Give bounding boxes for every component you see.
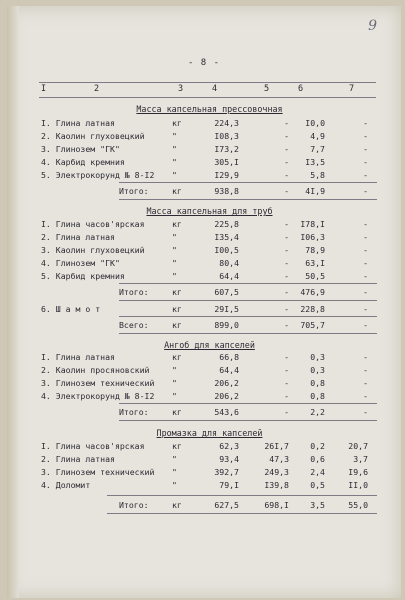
handwritten-page-number: 9 [368,18,377,34]
row-value-4: I29,9 [214,170,239,180]
row-value-7: - [363,144,368,154]
row-value-5: - [284,378,289,388]
column-header-row [39,82,376,98]
row-value-7: - [363,391,368,401]
column-header-7: 7 [349,84,355,94]
total-unit: кг [172,500,182,510]
total-label: Итого: [119,500,149,510]
row-name: 3. Каолин глуховецкий [41,245,145,255]
total-value-5: - [284,407,289,417]
section-title: Масса капсельная для труб [146,206,273,216]
row-unit: " [172,365,177,375]
page-number: - 8 - [187,58,221,68]
total-label: Итого: [119,186,149,196]
row-value-6: I06,3 [300,232,325,242]
row-value-5: - [284,365,289,375]
row-unit: " [172,391,177,401]
row-name: 2. Каолин просяновский [41,365,150,375]
total-rule [119,420,377,421]
row-value-7: - [363,170,368,180]
row-value-7: 20,7 [348,441,368,451]
total-value-4: 543,6 [214,407,239,417]
total-rule [119,182,377,183]
row-value-6: 63,I [305,258,325,268]
total-rule [119,403,377,404]
row-unit: кг [172,118,182,128]
row-value-6: 0,8 [310,391,325,401]
row-value-6: 78,9 [305,245,325,255]
row-unit: " [172,378,177,388]
total-value-6: 3,5 [310,500,325,510]
total-rule [119,283,377,284]
row-value-7: - [363,232,368,242]
row-value-4: I73,2 [214,144,239,154]
row-value-5: - [284,144,289,154]
row-value-4: 225,8 [214,219,239,229]
row-value-5: - [284,352,289,362]
row-value-4: 64,4 [219,365,239,375]
total-rule [107,513,377,514]
column-header-6: 6 [298,84,304,94]
row-value-4: 80,4 [219,258,239,268]
total-label: Итого: [119,287,149,297]
document-page [7,6,401,598]
shamot-row-unit: кг [172,304,182,314]
row-value-6: 2,4 [310,467,325,477]
row-unit: " [172,144,177,154]
row-value-6: 0,8 [310,378,325,388]
row-value-4: 62,3 [219,441,239,451]
page-binding-edge [7,6,19,598]
row-unit: " [172,258,177,268]
total-value-4: 607,5 [214,287,239,297]
row-name: 2. Каолин глуховецкий [41,131,145,141]
total-label: Итого: [119,407,149,417]
row-value-4: 79,I [219,480,239,490]
column-header-2: 2 [94,84,100,94]
row-value-6: 0,3 [310,352,325,362]
column-header-4: 4 [212,84,218,94]
shamot-value-4: 29I,5 [214,304,239,314]
row-value-6: 0,2 [310,441,325,451]
grand-total-value-5: - [284,320,289,330]
row-value-5: - [284,245,289,255]
row-value-5: - [284,232,289,242]
row-unit: " [172,170,177,180]
row-value-7: - [363,352,368,362]
row-name: 4. Карбид кремния [41,157,125,167]
row-value-6: I78,I [300,219,325,229]
column-header-5: 5 [264,84,270,94]
row-value-7: I9,6 [348,467,368,477]
row-value-7: - [363,245,368,255]
row-value-7: - [363,258,368,268]
row-value-6: 7,7 [310,144,325,154]
shamot-row-name: 6. Ш а м о т [41,304,101,314]
row-unit: " [172,245,177,255]
row-value-6: 0,6 [310,454,325,464]
row-value-7: - [363,365,368,375]
total-value-4: 627,5 [214,500,239,510]
column-header-3: 3 [178,84,184,94]
row-value-4: 305,I [214,157,239,167]
row-name: I. Глина латная [41,352,115,362]
row-name: 3. Глинозем технический [41,378,155,388]
row-unit: " [172,480,177,490]
row-name: 2. Глина латная [41,454,115,464]
total-rule [119,199,377,200]
row-value-4: 224,3 [214,118,239,128]
row-unit: кг [172,219,182,229]
row-value-4: 93,4 [219,454,239,464]
total-value-5: 698,I [264,500,289,510]
row-value-6: I3,5 [305,157,325,167]
row-value-7: - [363,157,368,167]
row-value-4: 64,4 [219,271,239,281]
row-value-7: 3,7 [353,454,368,464]
row-name: 4. Глинозем "ГК" [41,258,120,268]
row-value-4: 206,2 [214,391,239,401]
row-value-5: 47,3 [269,454,289,464]
row-value-4: 206,2 [214,378,239,388]
shamot-value-7: - [363,304,368,314]
row-value-4: I35,4 [214,232,239,242]
total-value-6: 4I,9 [305,186,325,196]
row-value-5: - [284,170,289,180]
shamot-value-5: - [284,304,289,314]
row-value-4: I00,5 [214,245,239,255]
total-value-7: - [363,407,368,417]
row-value-6: 50,5 [305,271,325,281]
row-name: 3. Глинозем технический [41,467,155,477]
row-unit: " [172,232,177,242]
shamot-value-6: 228,8 [300,304,325,314]
row-name: 5. Карбид кремния [41,271,125,281]
row-value-5: I39,8 [264,480,289,490]
row-value-5: - [284,131,289,141]
total-unit: кг [172,287,182,297]
row-value-5: - [284,391,289,401]
row-unit: " [172,467,177,477]
grand-total-value-6: 705,7 [300,320,325,330]
row-value-7: - [363,131,368,141]
grand-total-label: Всего: [119,320,149,330]
row-value-5: - [284,258,289,268]
total-value-4: 938,8 [214,186,239,196]
row-name: 3. Глинозем "ГК" [41,144,120,154]
column-header-1: I [41,84,47,94]
row-value-7: - [363,118,368,128]
grand-total-rule [119,316,377,317]
row-value-5: - [284,219,289,229]
row-value-7: - [363,378,368,388]
grand-total-unit: кг [172,320,182,330]
total-unit: кг [172,407,182,417]
row-name: 4. Электрокорунд № 8-I2 [41,391,155,401]
row-value-5: - [284,157,289,167]
row-name: 5. Электрокорунд № 8-I2 [41,170,155,180]
row-name: 2. Глина латная [41,232,115,242]
total-value-5: - [284,287,289,297]
section-title: Ангоб для капселей [164,340,255,350]
row-value-5: 249,3 [264,467,289,477]
row-value-5: - [284,271,289,281]
total-value-6: 2,2 [310,407,325,417]
row-name: I. Глина часов'ярская [41,219,145,229]
section-title: Промазка для капселей [156,428,263,438]
row-unit: " [172,131,177,141]
row-value-6: 5,8 [310,170,325,180]
row-value-5: - [284,118,289,128]
grand-total-value-4: 899,0 [214,320,239,330]
total-value-7: 55,0 [348,500,368,510]
row-value-7: - [363,271,368,281]
row-name: 4. Доломит [41,480,91,490]
row-value-6: 0,3 [310,365,325,375]
row-unit: " [172,271,177,281]
row-value-4: I08,3 [214,131,239,141]
grand-total-value-7: - [363,320,368,330]
row-name: I. Глина часов'ярская [41,441,145,451]
total-unit: кг [172,186,182,196]
section-title: Масса капсельная прессовочная [136,104,283,114]
row-unit: " [172,157,177,167]
row-value-5: 26I,7 [264,441,289,451]
total-value-6: 476,9 [300,287,325,297]
total-value-7: - [363,186,368,196]
total-rule [119,300,377,301]
total-value-5: - [284,186,289,196]
total-value-7: - [363,287,368,297]
row-value-4: 392,7 [214,467,239,477]
total-rule [107,495,377,496]
row-value-7: II,0 [348,480,368,490]
row-unit: кг [172,352,182,362]
row-name: I. Глина латная [41,118,115,128]
row-value-6: 4,9 [310,131,325,141]
row-value-6: I0,0 [305,118,325,128]
row-value-4: 66,8 [219,352,239,362]
row-unit: " [172,454,177,464]
row-unit: кг [172,441,182,451]
row-value-6: 0,5 [310,480,325,490]
row-value-7: - [363,219,368,229]
grand-total-rule [119,333,377,334]
